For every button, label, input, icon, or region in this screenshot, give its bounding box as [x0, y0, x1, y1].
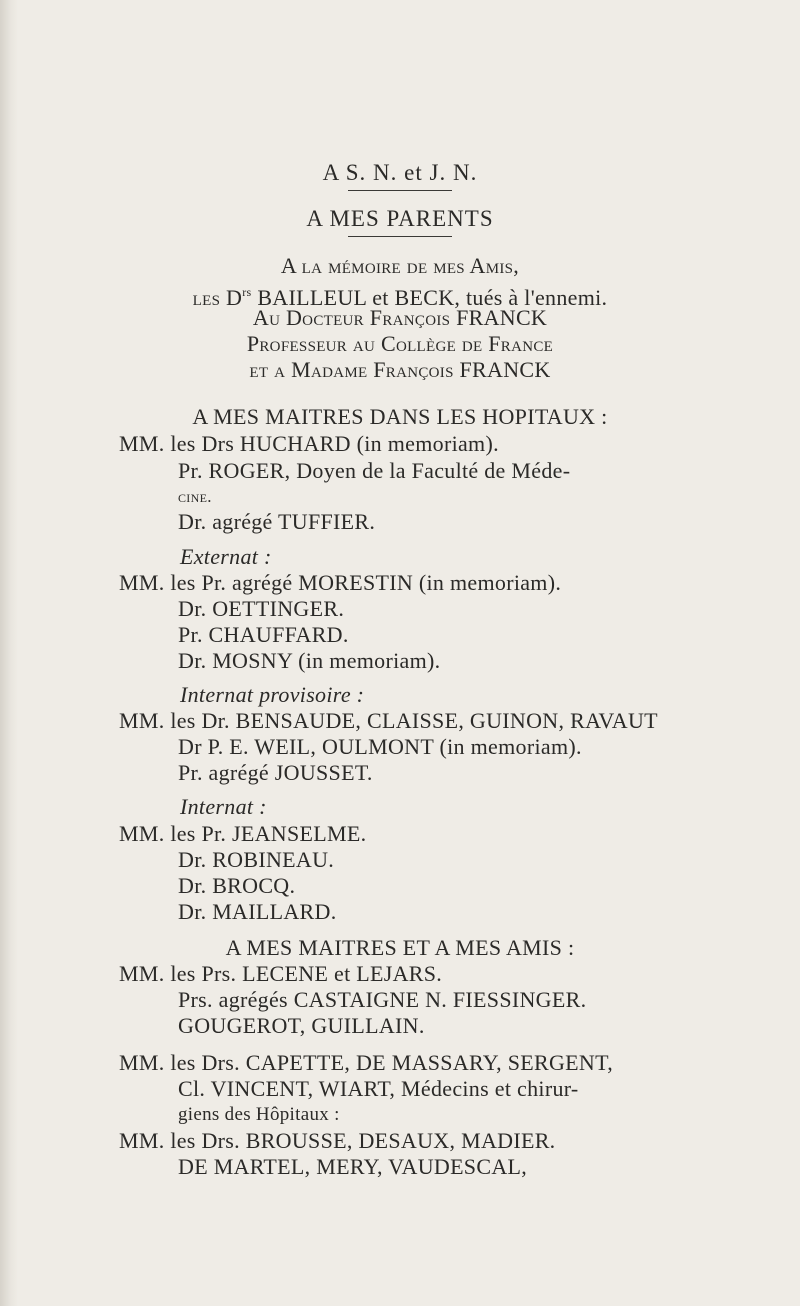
franck-line-2: Professeur au Collège de France [246, 331, 554, 356]
friends-section-line-5: Cl. VINCENT, WIART, Médecins et chirur- [178, 1076, 579, 1101]
internat-provisoire-line-1: MM. les Dr. BENSAUDE, CLAISSE, GUINON, RAVAUT [119, 708, 658, 733]
divider-rule [348, 236, 452, 237]
hospitals-line-4: Dr. agrégé TUFFIER. [178, 509, 376, 534]
friends-killed-rest: BAILLEUL et BECK, tués à l'ennemi. [251, 285, 608, 310]
dedication-initials: A S. N. et J. N. [322, 160, 478, 185]
externat-line-1: MM. les Pr. agrégé MORESTIN (in memoriam). [119, 570, 562, 595]
dedication-parents: A MES PARENTS [306, 206, 494, 231]
externat-line-2: Dr. OETTINGER. [178, 596, 345, 621]
friends-section-line-1: MM. les Prs. LECENE et LEJARS. [119, 961, 443, 986]
externat-line-4: Dr. MOSNY (in memoriam). [178, 648, 441, 673]
hospitals-line-1: MM. les Drs HUCHARD (in memoriam). [119, 431, 499, 456]
franck-line-1: Au Docteur François FRANCK [252, 305, 548, 330]
hospitals-line-3: cine. [178, 487, 212, 506]
internat-line-4: Dr. MAILLARD. [178, 899, 337, 924]
friends-memory-line: A la mémoire de mes Amis, [280, 253, 520, 278]
internat-line-2: Dr. ROBINEAU. [178, 847, 335, 872]
internat-line-3: Dr. BROCQ. [178, 873, 296, 898]
internat-provisoire-heading: Internat provisoire : [180, 682, 365, 707]
hospitals-line-2: Pr. ROGER, Doyen de la Faculté de Méde- [178, 458, 571, 483]
friends-section-line-2: Prs. agrégés CASTAIGNE N. FIESSINGER. [178, 987, 587, 1012]
hospitals-heading: A MES MAITRES DANS LES HOPITAUX : [192, 404, 608, 429]
internat-provisoire-line-2: Dr P. E. WEIL, OULMONT (in memoriam). [178, 734, 582, 759]
friends-section-heading: A MES MAITRES ET A MES AMIS : [225, 935, 575, 960]
divider-rule [348, 190, 452, 191]
internat-line-1: MM. les Pr. JEANSELME. [119, 821, 367, 846]
franck-line-3: et a Madame François FRANCK [249, 357, 551, 382]
friends-killed-sup: rs [242, 285, 252, 299]
internat-provisoire-line-3: Pr. agrégé JOUSSET. [178, 760, 373, 785]
friends-section-line-8: DE MARTEL, MERY, VAUDESCAL, [178, 1154, 528, 1179]
friends-section-line-4: MM. les Drs. CAPETTE, DE MASSARY, SERGENT, [119, 1050, 613, 1075]
friends-section-line-6: giens des Hôpitaux : [178, 1104, 340, 1125]
externat-heading: Externat : [180, 544, 272, 569]
externat-line-3: Pr. CHAUFFARD. [178, 622, 349, 647]
internat-heading: Internat : [180, 794, 267, 819]
friends-section-line-7: MM. les Drs. BROUSSE, DESAUX, MADIER. [119, 1128, 556, 1153]
friends-killed-prefix: les D [192, 285, 243, 310]
friends-section-line-3: GOUGEROT, GUILLAIN. [178, 1013, 425, 1038]
